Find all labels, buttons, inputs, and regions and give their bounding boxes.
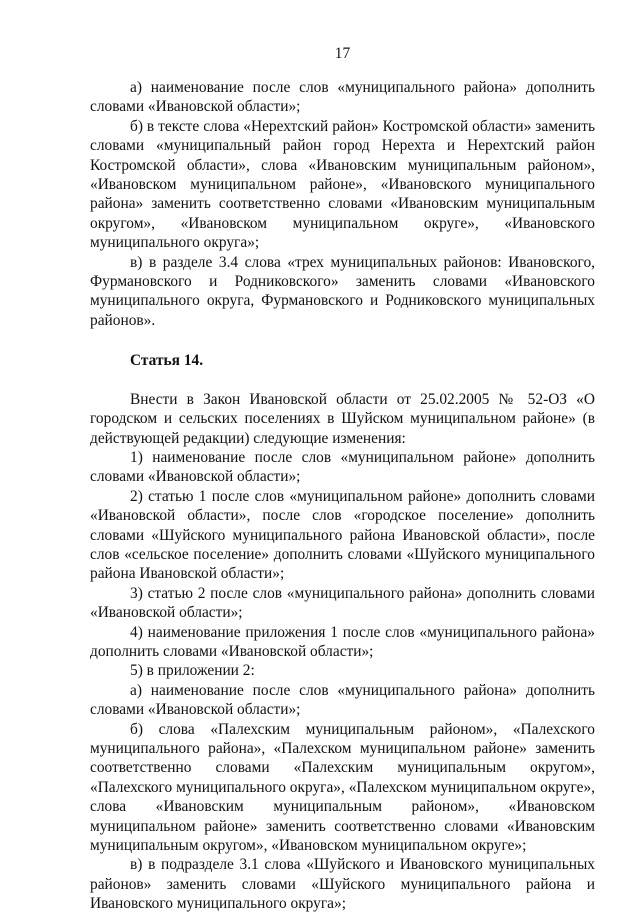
paragraph-item-2: 2) статью 1 после слов «муниципальном районе» дополнить словами «Ивановской области», после слов «городское поселение» дополнить словами «Шуйского муниципального района Ивановской области», после слов «сельское поселение» дополнить словами «Шуйского муниципального района Ивановской области»; bbox=[90, 487, 595, 583]
paragraph-item-a: а) наименование после слов «муниципального района» дополнить словами «Ивановской области»; bbox=[90, 79, 595, 116]
paragraph-item-3: 3) статью 2 после слов «муниципального района» дополнить словами «Ивановской области»; bbox=[90, 584, 595, 622]
paragraph-item-b: б) в тексте слова «Нерехтский район» Костромской области» заменить словами «муниципальный район город Нерехта и Нерехтский район Костромской области», слова «Ивановским муниципальным районом», «Ивановском муниципальном районе», «Ивановского муниципального района» заменить соответственно словами «Ивановским муниципальным округом», «Ивановском муниципальном округе», «Ивановского муниципального округа»; bbox=[90, 117, 595, 252]
article-heading: Статья 14. bbox=[130, 352, 204, 370]
paragraph-item-v: в) в разделе 3.4 слова «трех муниципальных районов: Ивановского, Фурмановского и Родниковского» заменить словами «Ивановского муниципального округа, Фурмановского и Родниковского муниципальных районов». bbox=[90, 253, 595, 329]
paragraph-item-5b: б) слова «Палехским муниципальным районом», «Палехского муниципального района», «Палехском муниципальном районе» заменить соответственно словами «Палехским муниципальным округом», «Палехского муниципального округа», «Палехском муниципальном округе», слова «Ивановским муниципальным районом», «Ивановском муниципальном районе» заменить соответственно словами «Ивановским муниципальным округом», «Ивановском муниципальном округе»; bbox=[90, 720, 595, 855]
paragraph-item-1: 1) наименование после слов «муниципальном районе» дополнить словами «Ивановской области»; bbox=[90, 448, 595, 486]
page-number: 17 bbox=[334, 45, 351, 62]
paragraph-item-5: 5) в приложении 2: bbox=[130, 662, 255, 680]
paragraph-intro: Внести в Закон Ивановской области от 25.02.2005 № 52-ОЗ «О городском и сельских поселениях в Шуйском муниципальном районе» (в действующей редакции) следующие изменения: bbox=[90, 390, 595, 447]
paragraph-item-5v: в) в подразделе 3.1 слова «Шуйского и Ивановского муниципальных районов» заменить словами «Шуйского муниципального района и Ивановского муниципального округа»; bbox=[90, 856, 595, 913]
paragraph-item-4: 4) наименование приложения 1 после слов «муниципального района» дополнить словами «Ивановской области»; bbox=[90, 623, 595, 660]
document-body bbox=[90, 78, 595, 914]
paragraph-item-5a: а) наименование после слов «муниципального района» дополнить словами «Ивановской области»; bbox=[90, 681, 595, 719]
